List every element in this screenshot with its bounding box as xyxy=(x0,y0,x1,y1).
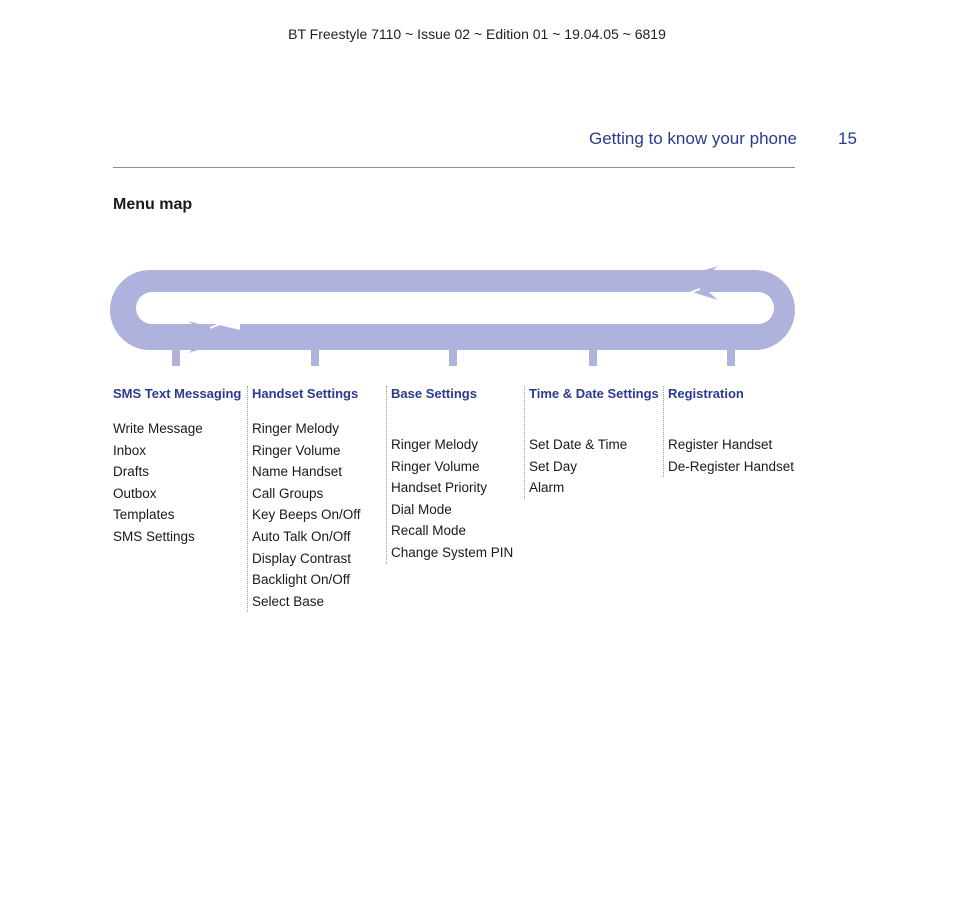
menu-item: Set Date & Time xyxy=(529,437,628,452)
column-heading: Handset Settings xyxy=(252,386,359,401)
menu-item: Dial Mode xyxy=(391,501,452,517)
menu-item: Display Contrast xyxy=(252,550,352,566)
menu-column-handset-settings xyxy=(247,386,388,612)
column-items xyxy=(391,434,527,564)
connector-stub xyxy=(589,346,597,366)
menu-item: Write Message xyxy=(113,421,203,436)
menu-item: Auto Talk On/Off xyxy=(252,528,351,544)
menu-item: Register Handset xyxy=(668,437,773,452)
column-items xyxy=(668,434,804,477)
menu-item: SMS Settings xyxy=(113,528,195,544)
menu-loop-diagram xyxy=(110,262,800,370)
menu-column-time-date xyxy=(524,386,665,499)
column-heading: Base Settings xyxy=(391,386,477,401)
connector-stub xyxy=(311,346,319,366)
menu-item: Backlight On/Off xyxy=(252,572,351,588)
menu-item: Name Handset xyxy=(252,464,343,480)
menu-column-registration xyxy=(663,386,804,477)
header-rule xyxy=(113,167,795,168)
menu-column-base-settings xyxy=(386,386,527,564)
menu-item: Ringer Melody xyxy=(252,421,340,436)
menu-item: Ringer Volume xyxy=(391,458,480,474)
menu-item: Select Base xyxy=(252,593,325,609)
connector-stub xyxy=(449,346,457,366)
menu-item: Handset Priority xyxy=(391,480,488,496)
menu-item: De-Register Handset xyxy=(668,458,795,474)
connector-stub xyxy=(727,346,735,366)
column-items xyxy=(529,434,665,499)
column-items xyxy=(113,418,249,548)
menu-item: Alarm xyxy=(529,480,565,496)
menu-item: Ringer Volume xyxy=(252,442,341,458)
page-number: 15 xyxy=(838,129,857,148)
menu-item: Set Day xyxy=(529,458,578,474)
column-heading: SMS Text Messaging xyxy=(113,386,242,401)
column-heading: Registration xyxy=(668,386,744,401)
menu-column-sms xyxy=(113,386,249,548)
menu-item: Outbox xyxy=(113,485,157,501)
connector-stub xyxy=(172,346,180,366)
menu-item: Call Groups xyxy=(252,485,324,501)
column-items xyxy=(252,418,388,612)
menu-item: Inbox xyxy=(113,442,147,458)
column-heading: Time & Date Settings xyxy=(529,386,659,401)
menu-item: Key Beeps On/Off xyxy=(252,507,361,523)
menu-item: Recall Mode xyxy=(391,523,467,539)
menu-item: Ringer Melody xyxy=(391,437,479,452)
menu-map-title: Menu map xyxy=(113,196,193,213)
menu-item: Templates xyxy=(113,507,175,523)
menu-item: Drafts xyxy=(113,464,150,480)
section-title: Getting to know your phone xyxy=(589,129,797,148)
menu-item: Change System PIN xyxy=(391,544,514,560)
document-header: BT Freestyle 7110 ~ Issue 02 ~ Edition 01 ~ 19.04.05 ~ 6819 xyxy=(288,26,666,42)
